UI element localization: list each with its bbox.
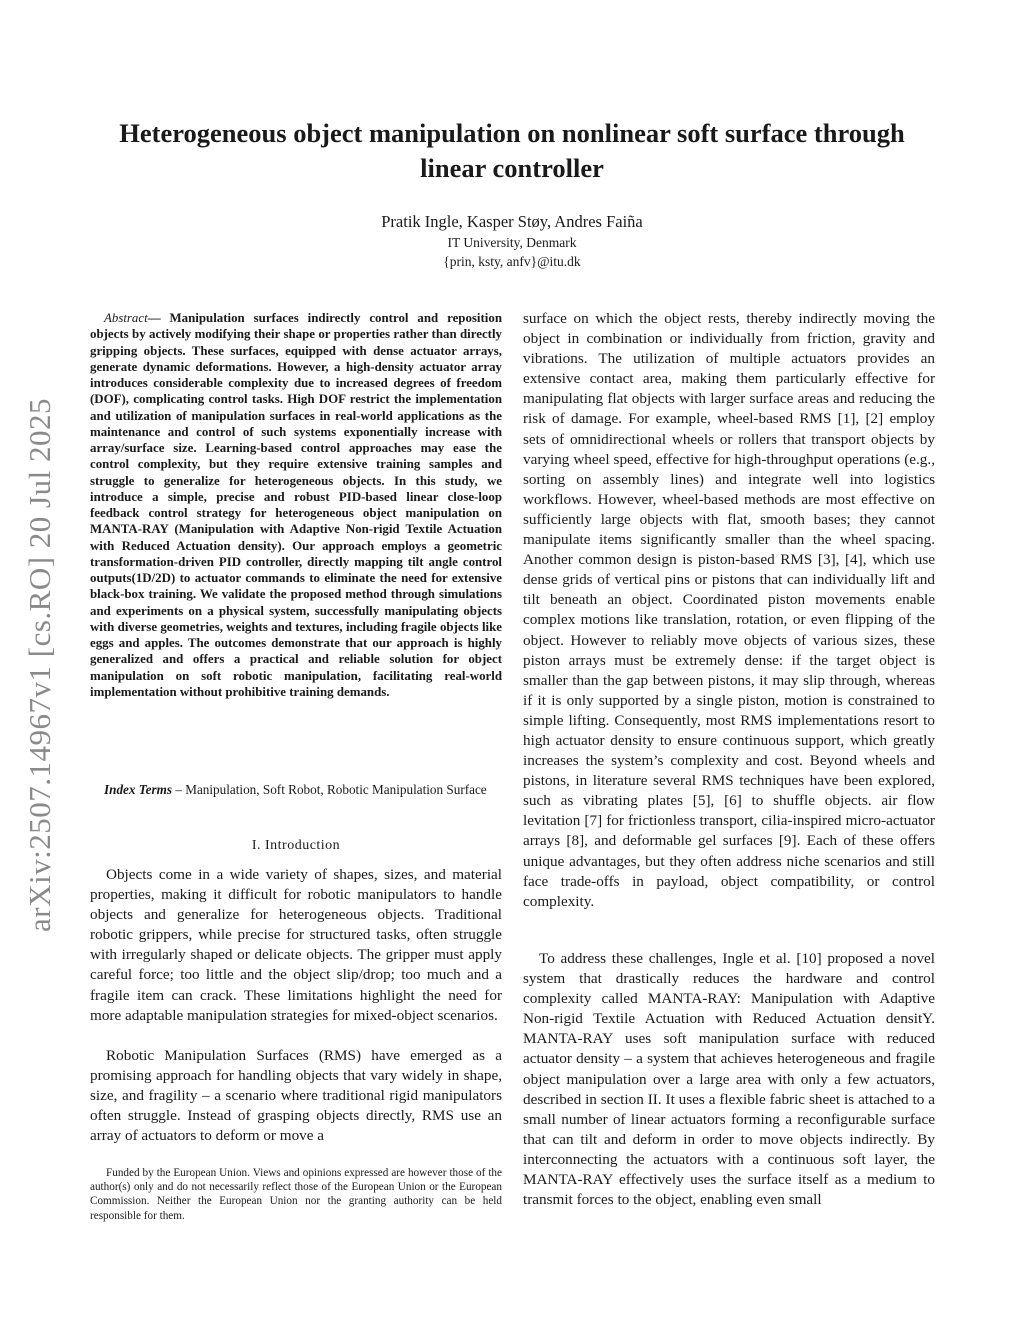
- paper-title: Heterogeneous object manipulation on nonlinear soft surface through linear controller: [119, 118, 905, 183]
- arxiv-stamp: [8, 370, 72, 960]
- right-column-paragraph-2: To address these challenges, Ingle et al. [10] proposed a novel system that drastically reduces the hardware and control complexity called MANTA-RAY: Manipulation with Adaptive Non-rigid Textile Actuation with Reduced Actuation densitY. MANTA-RAY uses soft manipulation surface with reduced actuator density – a system that achieves heterogeneous and fragile object manipulation over a large area with only a few actuators, described in section II. It uses a flexible fabric sheet is attached to a small number of linear actuators forming a reconfigurable surface that can tilt and deform in order to move objects indirectly. By interconnecting the actuators with a continuous soft layer, the MANTA-RAY effectively uses the surface itself as a medium to transmit forces to the object, enabling even small: [523, 950, 935, 1209]
- section-heading-introduction: I. Introduction: [251, 838, 341, 853]
- author-emails: {prin, ksty, anfv}@itu.dk: [443, 254, 581, 269]
- abstract-label: Abstract: [104, 311, 148, 325]
- arxiv-identifier: arXiv:2507.14967v1 [cs.RO] 20 Jul 2025: [22, 398, 57, 932]
- intro-paragraph-2: Robotic Manipulation Surfaces (RMS) have emerged as a promising approach for handling objects that vary widely in shape, size, and fragility – a scenario where traditional rigid manipulators often struggle. Instead of grasping objects directly, RMS use an array of actuators to deform or move a: [90, 1047, 502, 1145]
- abstract-text: — Manipulation surfaces indirectly control and reposition objects by actively modifying their shape or properties rather than directly gripping objects. These surfaces, equipped with dense actuator arrays, generate dynamic deformations. However, a high-density actuator array introduces considerable complexity due to increased degrees of freedom (DOF), complicating control tasks. High DOF restrict the implementation and utilization of manipulation surfaces in real-world applications as the maintenance and control of such systems exponentially increase with array/surface size. Learning-based control approaches may ease the control complexity, but they require extensive training samples and struggle to generalize for heterogeneous objects. In this study, we introduce a simple, precise and robust PID-based linear close-loop feedback control strategy for heterogeneous object manipulation on MANTA-RAY (Manipulation with Adaptive Non-rigid Textile Actuation with Reduced Actuation density). Our approach employs a geometric transformation-driven PID controller, directly mapping tilt angle control outputs(1D/2D) to actuator commands to eliminate the need for extensive black-box training. We validate the proposed method through simulations and experiments on a physical system, successfully manipulating objects with diverse geometries, weights and textures, including fragile objects like eggs and apples. The outcomes demonstrate that our approach is highly generalized and offers a practical and reliable solution for object manipulation on soft robotic manipulation, facilitating real-world implementation without prohibitive training demands.: [90, 311, 502, 699]
- intro-paragraph-1: Objects come in a wide variety of shapes, sizes, and material properties, making it difficult for robotic manipulators to handle objects and generalize for heterogeneous objects. Traditional robotic grippers, while precise for structured tasks, often struggle with irregularly shaped or delicate objects. The gripper must apply careful force; too little and the object slip/drop; too much and a fragile item can crack. These limitations highlight the need for more adaptable manipulation strategies for mixed-object scenarios.: [90, 866, 502, 1024]
- affiliation: IT University, Denmark: [447, 235, 577, 250]
- funding-footnote: Funded by the European Union. Views and opinions expressed are however those of the author(s) only and do not necessarily reflect those of the European Union or the European Commission. Neither the European Union nor the granting authority can be held responsible for them.: [90, 1167, 502, 1222]
- index-terms: [90, 780, 502, 800]
- right-column-paragraph-1: surface on which the object rests, thereby indirectly moving the object in combination or individually from friction, gravity and vibrations. The utilization of multiple actuators provides an extensive contact area, making them particularly effective for manipulating flat objects with larger surface areas and reducing the risk of damage. For example, wheel-based RMS [1], [2] employ sets of omnidirectional wheels or rollers that transport objects by varying wheel speed, effective for high-throughput operations (e.g., sorting on assembly lines) and integrate well into logistics workflows. However, wheel-based methods are most effective on sufficiently large objects with flat, smooth bases; they cannot manipulate items significantly smaller than the wheel spacing. Another common design is piston-based RMS [3], [4], which use dense grids of vertical pins or pistons that can individually lift and tilt beneath an object. Coordinated piston movements enable complex motions like translation, rotation, or even flipping of the object. However to reliably move objects of various sizes, these piston arrays must be extremely dense: if the target object is smaller than the gap between pistons, it may slip through, whereas if it is only supported by a single piston, motion is constrained to simple lifting. Consequently, most RMS implementations resort to high actuator density to ensure continuous support, which greatly increases the system’s complexity and cost. Beyond wheels and pistons, in literature several RMS techniques have been explored, such as vibrating plates [5], [6] to shuffle objects. air flow levitation [7] for frictionless transport, cilia-inspired micro-actuator arrays [8], and deformable gel surfaces [9]. Each of these offers unique advantages, but they often address niche scenarios and still face trade-offs in payload, object compatibility, or control complexity.: [523, 310, 935, 910]
- abstract: [90, 310, 502, 700]
- author-list: Pratik Ingle, Kasper Støy, Andres Faiña: [381, 212, 643, 231]
- index-terms-text: – Manipulation, Soft Robot, Robotic Manipulation Surface: [172, 782, 487, 797]
- index-terms-label: Index Terms: [104, 782, 173, 797]
